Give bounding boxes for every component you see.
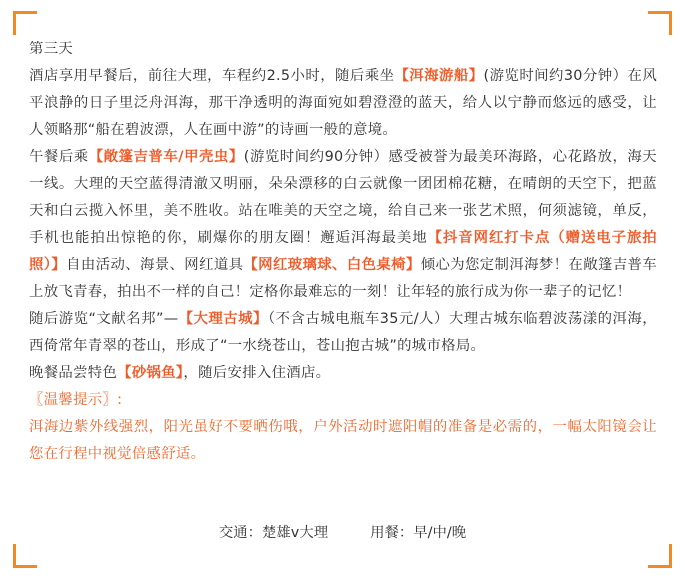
paragraph-text: 倾心为您定制洱海梦！在敞篷吉普车上放飞青春，拍出不一样的自己！定格你最难忘的一刻！让年轻的旅行成为你一辈子的记忆！	[29, 257, 657, 300]
tip-title: 〖温馨提示〗:	[29, 392, 123, 408]
highlight-jeep: 【敞篷吉普车/甲壳虫】	[88, 149, 244, 165]
corner-decoration-top-right	[648, 11, 672, 35]
paragraph-text: 晚餐品尝特色	[29, 365, 118, 381]
paragraph-text: 随后游览“文献名邦”—	[29, 311, 179, 327]
paragraph-text: 自由活动、海景、网红道具	[66, 257, 244, 273]
itinerary-content	[29, 36, 657, 468]
day-title: 第三天	[29, 41, 74, 57]
meals-info: 用餐：早/中/晚	[370, 525, 467, 541]
paragraph-text: (游览时间约90分钟）感受被誉为最美环海路，心花路放，海天一线。大理的天空蓝得清澈又明丽，朵朵漂移的白云就像一团团棉花糖，在晴朗的天空下，把蓝天和白云揽入怀里，美不胜收。站在唯美的天空之境，给自己来一张艺术照，何须滤镜，单反，手机也能拍出惊艳的你，刷爆你的朋友圈！邂逅洱海最美地	[29, 149, 657, 246]
highlight-props: 【网红玻璃球、白色桌椅】	[243, 257, 421, 273]
corner-decoration-top-left	[13, 11, 37, 35]
paragraph-text: 酒店享用早餐后，前往大理，车程约2.5小时，随后乘坐	[29, 68, 395, 84]
corner-decoration-bottom-right	[648, 544, 672, 568]
paragraph-old-town	[29, 306, 657, 360]
highlight-casserole-fish: 【砂锅鱼】	[117, 365, 184, 381]
paragraph-text: （不含古城电瓶车35元/人）大理古城东临碧波荡漾的洱海，西倚常年青翠的苍山，形成了“一水绕苍山，苍山抱古城”的城市格局。	[29, 311, 657, 354]
footer-info	[0, 520, 685, 547]
transport-info: 交通：楚雄v大理	[218, 525, 329, 541]
highlight-dali-old-town: 【大理古城】	[178, 311, 268, 327]
paragraph-dinner	[29, 360, 657, 387]
paragraph-jeep	[29, 144, 657, 306]
paragraph-text: ，随后安排入住酒店。	[183, 365, 331, 381]
highlight-photo-spot: 【抖音网红打卡点（赠送电子旅拍照）】	[29, 230, 657, 273]
highlight-erhai-boat: 【洱海游船】	[394, 68, 484, 84]
paragraph-text: 午餐后乘	[29, 149, 89, 165]
tip-text: 洱海边紫外线强烈，阳光虽好不要晒伤哦，户外活动时遮阳帽的准备是必需的，一幅太阳镜会让您在行程中视觉倍感舒适。	[29, 419, 657, 462]
paragraph-text: (游览时间约30分钟）在风平浪静的日子里泛舟洱海，那干净透明的海面宛如碧澄澄的蓝天，给人以宁静而悠远的感受，让人领略那“船在碧波漂，人在画中游”的诗画一般的意境。	[29, 68, 658, 138]
paragraph-boat	[29, 63, 657, 144]
corner-decoration-bottom-left	[13, 544, 37, 568]
